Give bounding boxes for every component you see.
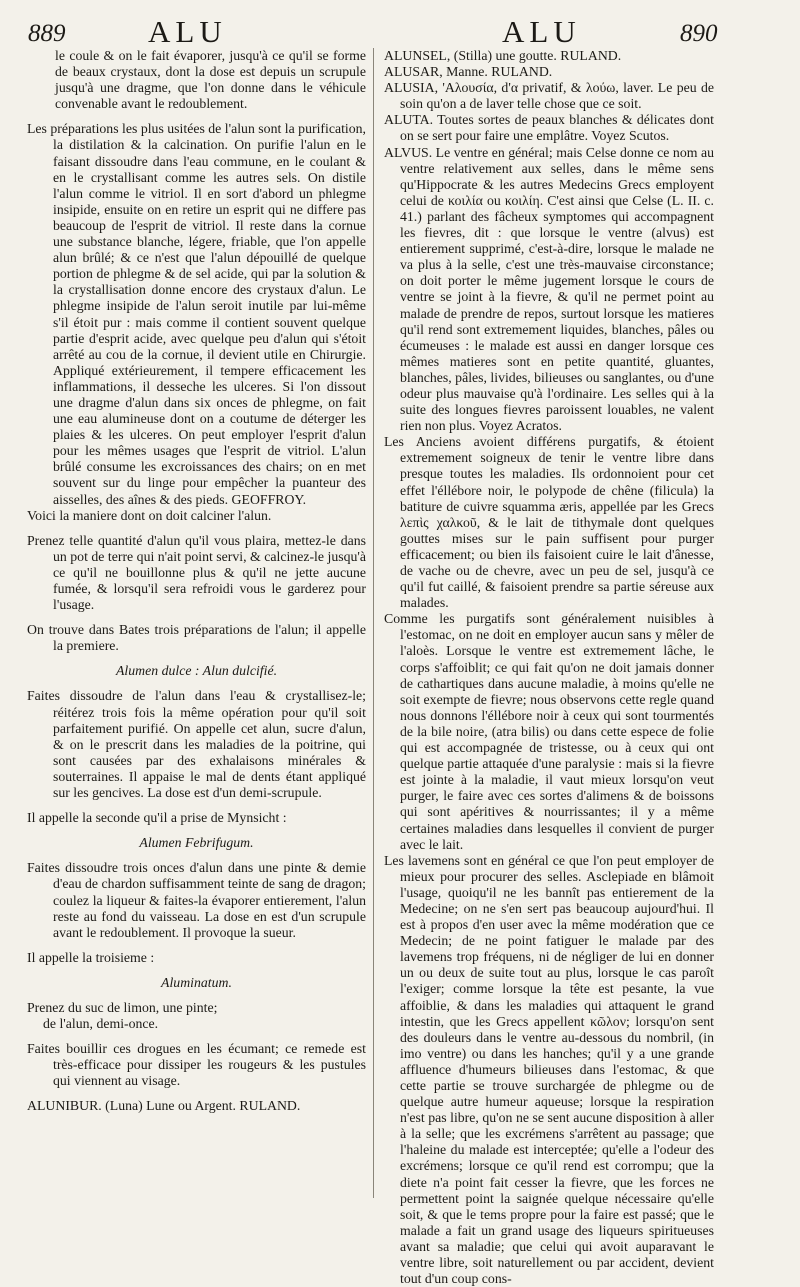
left-page-number: 889 xyxy=(28,20,66,47)
paragraph: Les Anciens avoient différens purgatifs, & étoient extremement soigneux de tenir le ventre libre dans presque toutes les maladies. Ils ordonnoient pour cet effet l'éllébore noir, le polypode de chêne (filicula) la batiture de cuivre squamma æris, appellée par les Grecs λεπὶς χαλκοῦ, & le lait de tithymale dont quelques gouttes mises sur le pain suffisent pour purger efficacement; ou bien ils faisoient cuire le lait d'ânesse, de vache ou de chevre, avec un peu de sel, jusqu'à ce qu'il fut caillé, & faisoient prendre sa partie séreuse aux malades. xyxy=(384,434,714,611)
entry-alunibur: ALUNIBUR. (Luna) Lune ou Argent. RULAND. xyxy=(27,1098,301,1114)
entry-alunsel: ALUNSEL, (Stilla) une goutte. RULAND. xyxy=(384,48,622,63)
paragraph: Faites dissoudre de l'alun dans l'eau & crystallisez-le; réitérez trois fois la même opération pour qu'il soit parfaitement purifié. On appelle cet alun, sucre d'alun, & on le prescrit dans les maladies de la poitrine, qui sont causées par des exhalaisons minérales & souterraines. Il appaise le mal de dents étant appliqué sur les gencives. La dose est d'un demi-scrupule. xyxy=(27,688,366,801)
subheading: Aluminatum. xyxy=(161,974,232,990)
paragraph: Prenez telle quantité d'alun qu'il vous plaira, mettez-le dans un pot de terre qui n'ait point servi, & calcinez-le jusqu'à ce qu'il ne bouillonne plus & qu'il ne jette aucune fumée, & lorsqu'il sera refroidi vous le garderez pour l'usage. xyxy=(27,532,366,613)
entry-alusia: ALUSIA, 'Αλουσία, d'α privatif, & λούω, laver. Le peu de soin qu'on a de laver telle chose que ce soit. xyxy=(384,80,714,112)
recipe-line: Prenez du suc de limon, une pinte; xyxy=(27,999,218,1015)
paragraph: le coule & on le fait évaporer, jusqu'à ce qu'il se forme de beaux crystaux, dont la dose est depuis un scrupule jusqu'à une dragme, que l'on donne dans le véhicule convenable avant le redoublement. xyxy=(55,48,366,112)
paragraph: Les préparations les plus usitées de l'alun sont la purification, la distilation & la calcination. On purifie l'alun en le faisant dissoudre dans l'eau commune, en le coulant & en le crystallisant comme les autres sels. On distile l'alun comme le vitriol. Il en sort d'abord un phlegme insipide, ensuite on en retire un esprit qui ne differe pas beaucoup de l'esprit de vitriol. Il reste dans la cornue une substance blanche, légere, friable, que l'on appelle alun brûlé; & ce n'est que l'alun dépouillé de quelque portion de phlegme & de sel acide, qui par la solution & la crystallisation donne encore des crystaux d'alun. Le phlegme insipide de l'alun seroit inutile par lui-même s'il étoit pur : mais comme il contient souvent quelque partie d'esprit acide, avec quelque peu d'alun qui s'étoit arrêté au cou de la cornue, il devient utile en Chirurgie. Appliqué extérieurement, il tempere efficacement les inflammations, il desseche les ulceres. Si l'on dissout une dragme d'alun dans six onces de phlegme, on fait une eau alumineuse dont on a coutume de déterger les plaies & les ulceres. On peut employer l'esprit d'alun pour les mêmes usages que l'esprit de vitriol. L'alun brûlé consume les excroissances des chairs; on en met souvent sur du linge pour empêcher la puanteur des aisselles, des aînes & des pieds. GEOFFROY. xyxy=(27,121,366,507)
left-running-head: ALU xyxy=(148,14,227,49)
paragraph: Comme les purgatifs sont généralement nuisibles à l'estomac, on ne doit en employer aucun sans y mêler de l'aloès. Lorsque le ventre est extremement lâche, le corps s'affoiblit; ce qui fait qu'on ne doit jamais donner de cathartiques dans aucune maladie, à moins qu'elle ne soit exempte de fievre; nous observons cette regle quand nous donnons l'éllébore noir à ceux qui sont tourmentés de la bile noire, (atra bilis) ou dans cette espece de folie qui est accompagnée de tristesse, ou à ceux qui ont quelque partie attaquée d'une paralysie : mais si la fievre est jointe à la maladie, il vaut mieux lorsqu'on veut purger, le faire avec ces sortes d'alimens & de boissons qui sont apéritives & nourrissantes; il y a même certaines maladies dans lesquelles il convient de purger avec le lait. xyxy=(384,611,714,852)
entry-alusar: ALUSAR, Manne. RULAND. xyxy=(384,64,553,80)
paragraph: Les lavemens sont en général ce que l'on peut employer de mieux pour procurer des selles. Asclepiade en blâmoit l'usage, quoiqu'il ne les bannît pas entierement de la Medecine; on ne s'en sert pas beaucoup aujourd'hui. Il est à propos d'en user avec la même modération que ce Medecin; de ne point fatiguer le malade par des lavemens trop fréquens, ni de négliger de lui en donner un ou deux de suite tout au plus, lorsque le cas paroît l'exiger; comme lorsque la tête est pesante, la vue affoiblie, & dans les maladies qui attaquent le grand intestin, que les Grecs appellent κῶλον; lorsqu'on sent des douleurs dans le ventre au-dessous du nombril, (in imo ventre) ou dans les hanches; qu'il y a une grande affluence d'humeurs bilieuses dans l'estomac, & que cette partie se trouve surchargée de phlegme ou de quelque autre humeur aqueuse; lorsque la respiration n'est pas libre, qu'on ne se sent aucune disposition à aller à la selle; que les excrémens s'arrêtent au passage; que l'haleine du malade est interceptée; qu'elle a l'odeur des excrémens; lorsque ce qu'il rend est corrompu; que la diete n'a point fait cesser la fievre, que les forces ne permettent point la saignée quelque nécessaire qu'elle soit, & que le tems propre pour la faire est passé; que le malade a fait un grand usage des liqueurs spiritueuses avant sa maladie; que celui qui avoit auparavant le ventre libre, soit naturellement ou par accident, devient tout d'un coup cons- xyxy=(384,852,714,1287)
left-column xyxy=(27,48,366,1208)
recipe-line: de l'alun, demi-once. xyxy=(43,1016,159,1032)
right-column xyxy=(384,48,715,1287)
running-header xyxy=(0,0,800,48)
column-divider xyxy=(373,48,374,1198)
paragraph: Voici la maniere dont on doit calciner l'alun. xyxy=(27,507,272,523)
paragraph: Il appelle la seconde qu'il a prise de Mynsicht : xyxy=(27,810,287,826)
paragraph: Il appelle la troisieme : xyxy=(27,949,155,965)
paragraph: Faites bouillir ces drogues en les écumant; ce remede est très-efficace pour dissiper les rougeurs & les pustules qui viennent au visage. xyxy=(27,1041,366,1089)
paragraph: On trouve dans Bates trois préparations de l'alun; il appelle la premiere. xyxy=(27,622,366,654)
right-page-number: 890 xyxy=(680,20,718,47)
paragraph: Faites dissoudre trois onces d'alun dans une pinte & demie d'eau de chardon suffisamment teinte de sang de dragon; coulez la liqueur & faites-la évaporer entierement, l'alun reste au fond du vaisseau. La dose en est d'un scrupule avant le redoublement. Il provoque la sueur. xyxy=(27,860,366,940)
subheading: Alumen Febrifugum. xyxy=(139,835,254,851)
entry-alvus: ALVUS. Le ventre en général; mais Celse donne ce nom au ventre relativement aux selles, dans le même sens qu'Hippocrate & les autres Medecins Grecs employent celui de κοιλία ou κοιλίη. C'est ainsi que Celse (L. II. c. 41.) parlant des fâcheux symptomes qui accompagnent les fievres, dit : que lorsque le ventre (alvus) est entierement supprimé, c'est-à-dire, lorsque le malade ne va plus à la selle, c'est une très-mauvaise circonstance; on doit porter le même jugement lorsque le cours de ventre se joint à la fievre, & qu'il ne permet point au malade de prendre de repos, surtout lorsque les matieres qu'il rend sont extremement liquides, blanches, pâles ou écumeuses : le malade est aussi en danger lorsque ces mêmes matieres sont en petite quantité, gluantes, blanches, pâles, livides, bilieuses ou sanglantes, ou d'une odeur plus mauvaise qu'à l'ordinaire. Les selles qui à la suite des longues fievres paroissent louables, ne valent rien non plus. Voyez Acratos. xyxy=(384,144,715,434)
entry-aluta: ALUTA. Toutes sortes de peaux blanches & délicates dont on se sert pour faire une emplâtre. Voyez Scutos. xyxy=(384,112,714,144)
subheading: Alumen dulce : Alun dulcifié. xyxy=(115,663,278,679)
right-running-head: ALU xyxy=(502,14,581,49)
